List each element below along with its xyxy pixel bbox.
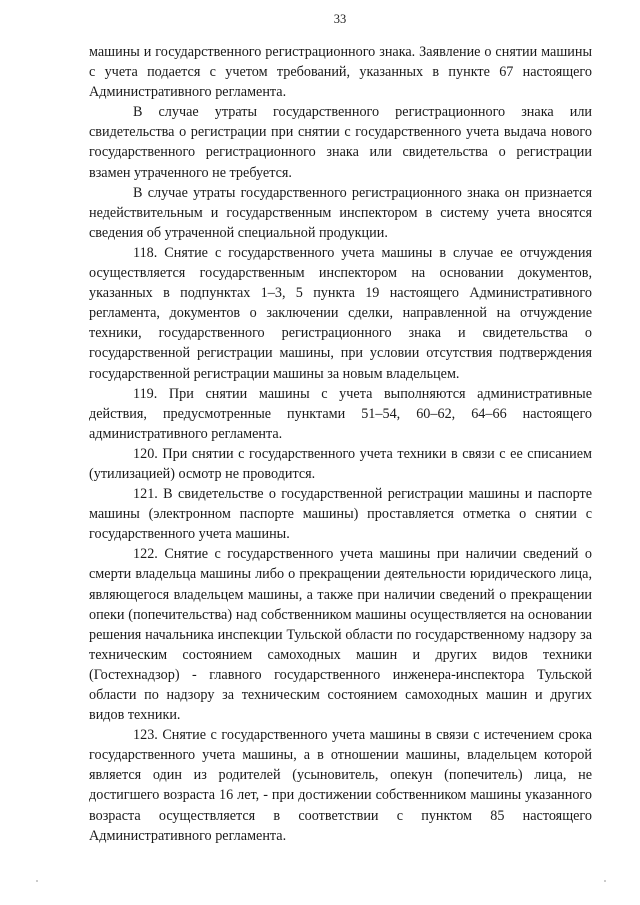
document-body	[89, 42, 592, 846]
paragraph-120: 120. При снятии с государственного учета техники в связи с ее списанием (утилизацией) осмотр не проводится.	[89, 445, 592, 482]
paragraph-119: 119. При снятии машины с учета выполняются административные действия, предусмотренные пунктами 51–54, 60–62, 64–66 настоящего административного регламента.	[89, 385, 592, 442]
paragraph-122: 122. Снятие с государственного учета машины при наличии сведений о смерти владельца машины либо о прекращении деятельности юридического лица, являющегося владельцем машины, а также при наличии сведений о прекращении опеки (попечительства) над собственником машины осуществляется на основании решения начальника инспекции Тульской области по государственному надзору за техническим состоянием самоходных машин и других видов техники (Гостехнадзор) - главного государственного инженера-инспектора Тульской области по надзору за техническим состоянием самоходных машин и других видов техники.	[89, 546, 592, 724]
page-number: 33	[333, 12, 347, 26]
scan-artifact	[36, 880, 38, 882]
paragraph-lost-plate-or-certificate: В случае утраты государственного регистрационного знака или свидетельства о регистрации при снятии с государственного учета выдача нового государственного регистрационного знака или свидетельства о регистрации взамен утраченного не требуется.	[89, 104, 592, 181]
paragraph-lost-plate-invalid: В случае утраты государственного регистрационного знака он признается недействительным и государственным инспектором в систему учета вносятся сведения об утраченной специальной продукции.	[89, 184, 592, 241]
paragraph-continuation: машины и государственного регистрационного знака. Заявление о снятии машины с учета подается с учетом требований, указанных в пункте 67 настоящего Административного регламента.	[89, 44, 592, 101]
paragraph-123: 123. Снятие с государственного учета машины в связи с истечением срока государственного учета машины, а в отношении машины, владельцем которой является один из родителей (усыновитель, опекун (попечитель) лица, не достигшего возраста 16 лет, - при достижении собственником машины указанного возраста осуществляется в соответствии с пунктом 85 настоящего Административного регламента.	[89, 727, 592, 844]
paragraph-121: 121. В свидетельстве о государственной регистрации машины и паспорте машины (электронном паспорте машины) проставляется отметка о снятии с государственного учета машины.	[89, 486, 592, 543]
scan-artifact	[604, 880, 606, 882]
paragraph-118: 118. Снятие с государственного учета машины в случае ее отчуждения осуществляется государственным инспектором на основании документов, указанных в подпунктах 1–3, 5 пункта 19 настоящего Административного регламента, документов о заключении сделки, направленной на отчуждение техники, государственного регистрационного знака и свидетельства о государственной регистрации машины, при условии отсутствия подтверждения государственной регистрации машины за новым владельцем.	[89, 244, 592, 382]
